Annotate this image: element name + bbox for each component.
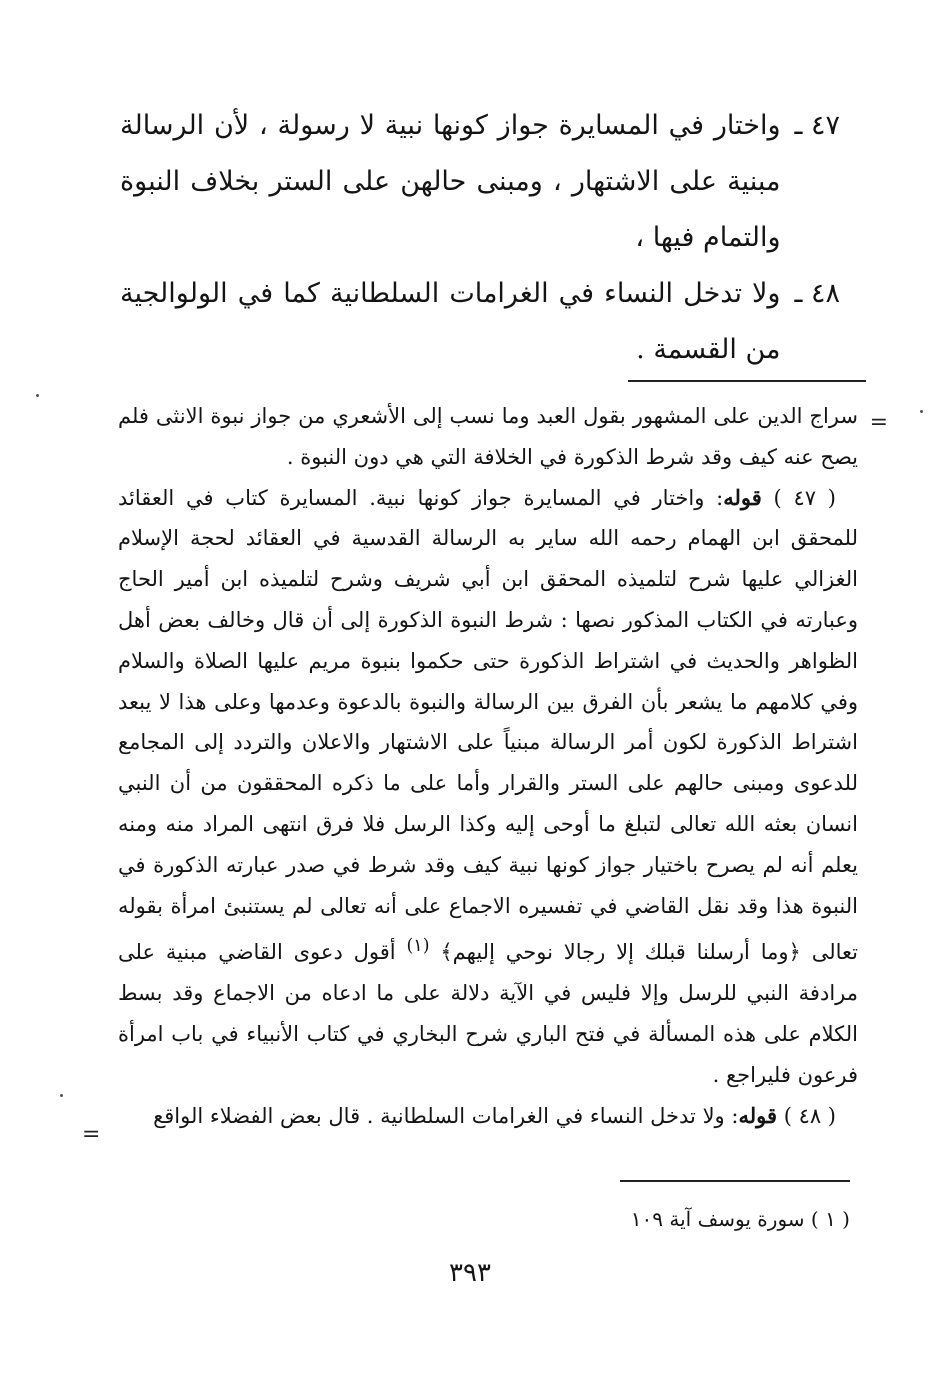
page-number: ٣٩٣	[449, 1258, 491, 1288]
footnote-text: سورة يوسف آية ١٠٩	[630, 1207, 805, 1231]
note-text: : واختار في المسايرة جواز كونها نبية. المسايرة كتاب في العقائد للمحقق ابن الهمام رحمه الله ساير به الرسالة القدسية في العقائد لحجة الإسلام الغزالي عليها شرح لتلميذه المحقق ابن أبي شريف وشرح لتلميذه ابن أمير الحاج وعبارته في الكتاب المذكور نصها : شرط النبوة الذكورة إلى أن قال وخالف بعض أهل الظواهر والحديث في اشتراط الذكورة حتى حكموا بنبوة مريم عليها الصلاة والسلام وفي كلامهم ما يشعر بأن الفرق بين الرسالة والنبوة بالدعوة وعدمها وعلى هذا لا يبعد اشتراط الذكورة لكون أمر الرسالة مبنياً على الاشتهار والاعلان والتردد إلى المجامع للدعوى ومبنى حالهم على الستر والقرار وأما على ما ذكره المحققون من أن النبي انسان بعثه الله تعالى لتبلغ ما أوحى إليه وكذا الرسل فلا فرق انتهى المراد منه ومنه يعلم أنه لم يصرح باختيار جواز كونها نبية كيف وقد شرط في صدر عبارته الذكورة في النبوة هذا وقد نقل القاضي في تفسيره الاجماع على أنه تعالى لم يستنبئ امرأة بقوله تعالى	[118, 485, 858, 965]
note-keyword: قوله	[738, 1102, 777, 1128]
scan-speck	[36, 394, 39, 397]
commentary-continued-paragraph: سراج الدين على المشهور بقول العبد وما نسب إلى الأشعري من جواز نبوة الانثى فلم يصح عنه كيف وقد شرط الذكورة في الخلافة التي هي دون النبوة .	[118, 404, 858, 469]
note-ref: ( ٤٨ )	[783, 1103, 836, 1128]
footnote-rule	[620, 1180, 850, 1182]
footnote	[300, 1204, 850, 1234]
separator-rule	[628, 380, 866, 382]
footnote-number: ( ١ )	[810, 1207, 850, 1231]
note-text: : ولا تدخل النساء في الغرامات السلطانية . قال بعض الفضلاء الواقع	[153, 1103, 739, 1128]
item-text: واختار في المسايرة جواز كونها نبية لا رسولة ، لأن الرسالة مبنية على الاشتهار ، ومبنى حالهن على الستر بخلاف النبوة والتمام فيها ،	[120, 110, 781, 253]
main-text	[120, 98, 840, 378]
scan-speck	[920, 410, 923, 413]
scan-speck	[60, 1094, 63, 1097]
continuation-mark: =	[869, 410, 888, 435]
note-text-continued: أقول دعوى القاضي مبنية على مرادفة النبي للرسل وإلا فليس في الآية دلالة على ما ادعاه من الاجماع وقد بسط الكلام على هذه المسألة في فتح الباري شرح البخاري في كتاب الأنبياء في باب امرأة فرعون فليراجع .	[118, 940, 858, 1087]
footnote-ref: (١)	[406, 936, 430, 957]
item-number: ٤٨ ـ	[794, 278, 840, 309]
item-text: ولا تدخل النساء في الغرامات السلطانية كما في الولوالجية من القسمة .	[120, 278, 781, 365]
note-48-paragraph	[118, 1096, 858, 1137]
commentary	[118, 396, 858, 1136]
main-item-47	[120, 98, 840, 266]
note-47-paragraph	[118, 478, 858, 1096]
item-number: ٤٧ ـ	[794, 110, 840, 141]
quran-quote: ﴿وما أرسلنا قبلك إلا رجالا نوحي إليهم﴾	[440, 940, 801, 965]
note-keyword: قوله	[723, 484, 762, 510]
continuation-mark: =	[82, 1122, 101, 1147]
note-ref: ( ٤٧ )	[773, 485, 836, 510]
main-item-48	[120, 266, 840, 378]
